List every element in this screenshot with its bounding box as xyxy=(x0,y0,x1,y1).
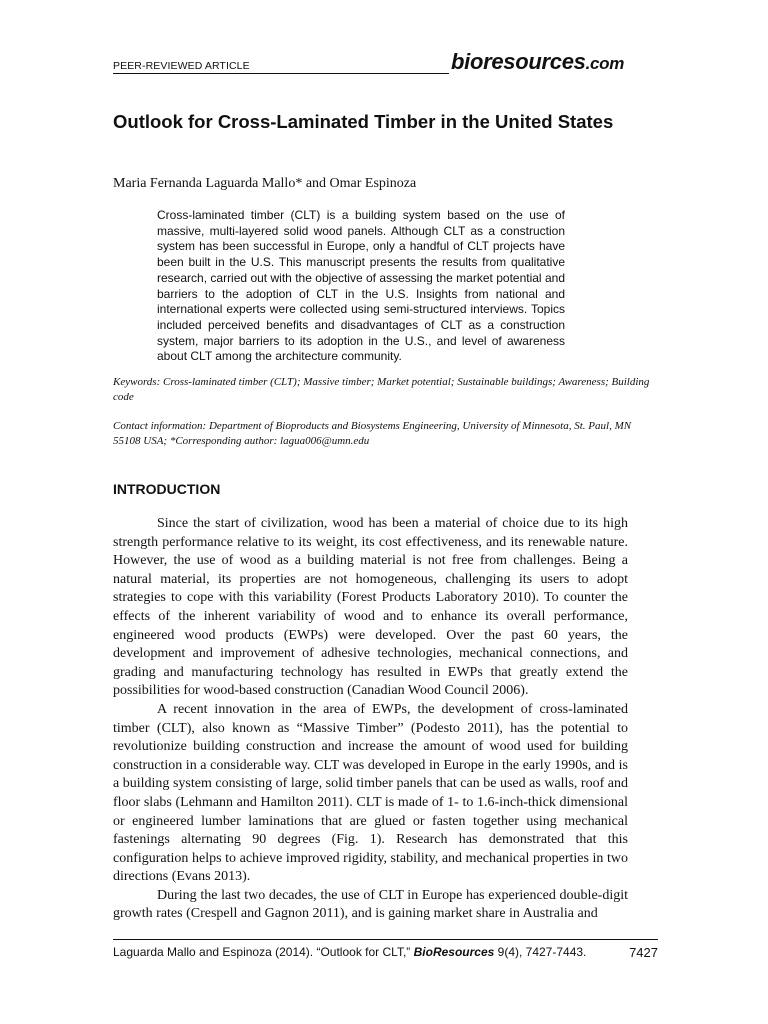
footer-citation: Laguarda Mallo and Espinoza (2014). “Outlook for CLT,” xyxy=(113,945,414,959)
footer-rule xyxy=(113,939,658,940)
footer-journal-name: BioResources xyxy=(413,945,495,959)
page-footer xyxy=(113,945,658,959)
journal-brand xyxy=(451,49,624,75)
page-number: 7427 xyxy=(629,945,658,960)
paragraph: Since the start of civilization, wood has been a material of choice due to its high strength performance relative to its weight, its cost effectiveness, and its renewable nature. However, the use of wood as a building material is not free from challenges. Being a natural material, its properties are not homogeneous, challenging its users to adopt strategies to cope with this variability (Forest Products Laboratory 2010). To counter the effects of the inherent variability of wood and to enhance its overall performance, engineered wood products (EWPs) were developed. Over the past 60 years, the development and improvement of adhesive technologies, mechanical connections, and grading and manufacturing technology has resulted in EWPs that greatly extend the possibilities for wood-based construction (Canadian Wood Council 2006). xyxy=(113,516,628,699)
journal-brand-name: bioresources xyxy=(451,49,586,74)
keywords: Keywords: Cross-laminated timber (CLT); Massive timber; Market potential; Sustainable buildings; Awareness; Building code xyxy=(113,376,650,403)
section-heading-introduction: INTRODUCTION xyxy=(113,481,221,497)
abstract: Cross-laminated timber (CLT) is a building system based on the use of massive, multi-layered solid wood panels. Although CLT as a construction system has been successful in Europe, only a handful of CLT projects have been built in the U.S. This manuscript presents the results from qualitative research, carried out with the objective of assessing the market potential and barriers to the adoption of CLT in the U.S. Insights from national and international experts were collected using semi-structured interviews. Topics included perceived benefits and disadvantages of CLT as a construction system, major barriers to its adoption in the U.S., and level of awareness about CLT among the architecture community. xyxy=(157,208,565,364)
article-authors: Maria Fernanda Laguarda Mallo* and Omar Espinoza xyxy=(113,176,417,191)
paragraph: During the last two decades, the use of CLT in Europe has experienced double-digit growth rates (Crespell and Gagnon 2011), and is gaining market share in Australia and xyxy=(113,887,628,922)
journal-brand-suffix: .com xyxy=(585,54,625,73)
introduction-body xyxy=(113,515,628,924)
article-type-label: PEER-REVIEWED ARTICLE xyxy=(113,60,250,72)
contact-information: Contact information: Department of Bioproducts and Biosystems Engineering, University of Minnesota, St. Paul, MN 55108 USA; *Corresponding author: lagua006@umn.edu xyxy=(113,420,632,447)
article-title: Outlook for Cross-Laminated Timber in the United States xyxy=(113,111,614,132)
paragraph: A recent innovation in the area of EWPs, the development of cross-laminated timber (CLT), also known as “Massive Timber” (Podesto 2011), has the potential to revolutionize building construction and increase the amount of wood used for building construction in a considerable way. CLT was developed in Europe in the early 1990s, and is a building system consisting of large, solid timber panels that can be used as walls, roof and floor slabs (Lehmann and Hamilton 2011). CLT is made of 1- to 1.6-inch-thick dimensional or engineered lumber laminations that are glued or fasten together using mechanical fastenings alternating 90 degrees (Fig. 1). Research has demonstrated that this configuration helps to achieve improved rigidity, stability, and mechanical properties in two directions (Evans 2013). xyxy=(113,701,628,885)
footer-volume: 9(4), 7427-7443. xyxy=(494,945,587,959)
header-rule xyxy=(113,73,449,74)
